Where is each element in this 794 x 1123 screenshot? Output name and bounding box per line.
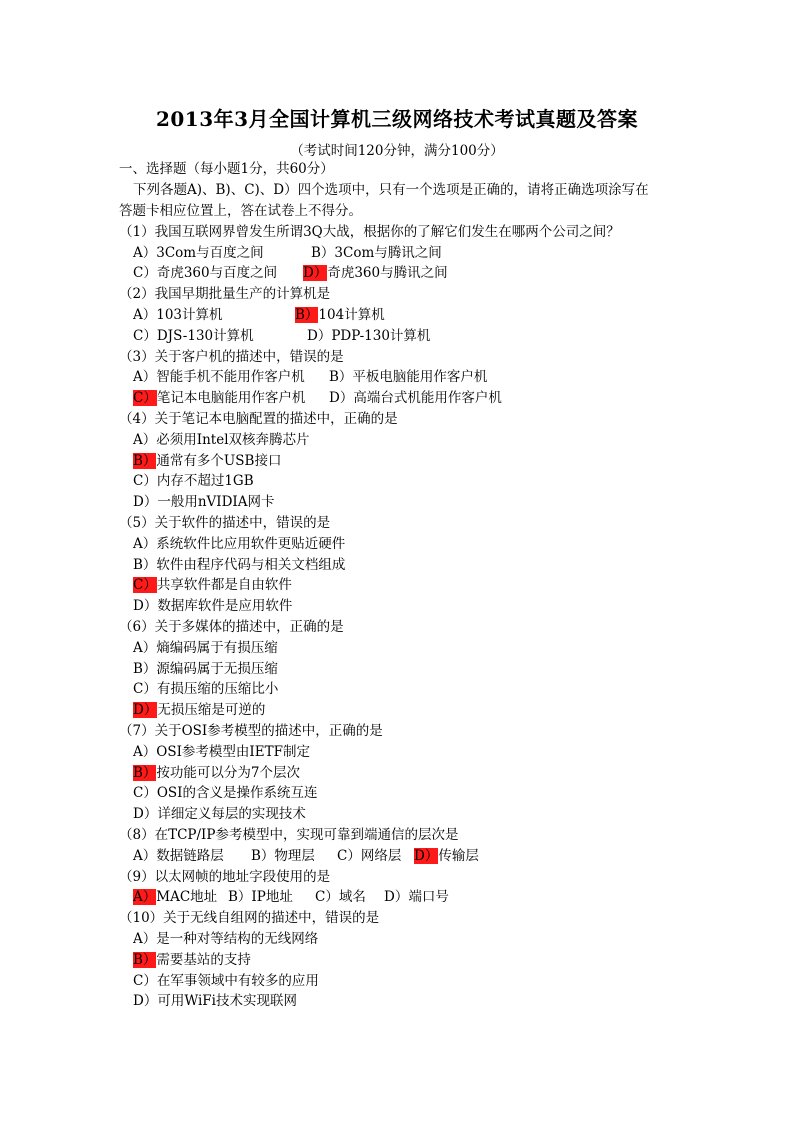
option-d-answer (303, 264, 448, 282)
option-text: 共享软件都是自由软件 (156, 577, 292, 593)
option-d: D）数据库软件是应用软件 (133, 598, 293, 614)
page-title: 2013年3月全国计算机三级网络技术考试真题及答案 (155, 107, 639, 131)
question-stem: （5）关于软件的描述中，错误的是 (119, 515, 331, 531)
option-b: B）物理层 (251, 848, 315, 864)
question-stem: （1）我国互联网界曾发生所谓3Q大战，根据你的了解它们发生在哪两个公司之间？ (119, 224, 620, 240)
option-c: C）网络层 (337, 848, 402, 864)
question-stem: （7）关于OSI参考模型的描述中，正确的是 (119, 723, 383, 739)
answer-highlight: C） (133, 390, 157, 406)
option-c-answer (133, 389, 305, 407)
question-stem: （6）关于多媒体的描述中，正确的是 (119, 619, 344, 635)
answer-highlight: B） (133, 952, 157, 968)
option-c: C）DJS-130计算机 (133, 328, 254, 344)
answer-highlight: B） (295, 307, 319, 323)
question-stem: （2）我国早期批量生产的计算机是 (119, 286, 331, 302)
option-text: 笔记本电脑能用作客户机 (156, 390, 306, 406)
option-d: D）PDP-130计算机 (307, 328, 431, 344)
option-a: A）系统软件比应用软件更贴近硬件 (133, 536, 346, 552)
option-b-answer (133, 951, 251, 969)
option-text: 104计算机 (318, 307, 385, 323)
answer-highlight: D） (303, 265, 328, 281)
option-b: B）源编码属于无损压缩 (133, 661, 278, 677)
option-text: 需要基站的支持 (156, 952, 251, 968)
answer-highlight: B） (133, 453, 157, 469)
option-d: D）可用WiFi技术实现联网 (133, 993, 297, 1009)
question-stem: （9）以太网帧的地址字段使用的是 (119, 869, 331, 885)
question-stem: （10）关于无线自组网的描述中，错误的是 (119, 910, 380, 926)
answer-highlight: A） (133, 889, 157, 905)
option-b: B）3Com与腾讯之间 (311, 245, 442, 261)
option-text: 传输层 (438, 848, 479, 864)
instructions-line-2: 答题卡相应位置上，答在试卷上不得分。 (119, 203, 362, 219)
option-b-answer (133, 764, 300, 782)
option-a: A）是一种对等结构的无线网络 (133, 931, 319, 947)
option-c: C）在军事领域中有较多的应用 (133, 973, 319, 989)
option-a: A）熵编码属于有损压缩 (133, 640, 278, 656)
option-d: D）端口号 (384, 889, 449, 905)
question-stem: （8）在TCP/IP参考模型中，实现可靠到端通信的层次是 (119, 827, 459, 843)
option-a: A）3Com与百度之间 (133, 245, 264, 261)
answer-highlight: D） (133, 702, 158, 718)
option-text: 通常有多个USB接口 (156, 453, 282, 469)
option-c-answer (133, 576, 292, 594)
option-d: D）高端台式机能用作客户机 (329, 390, 502, 406)
option-b: B）IP地址 (228, 889, 293, 905)
option-b: B）平板电脑能用作客户机 (329, 369, 488, 385)
option-a-answer (133, 888, 217, 906)
option-a: A）必须用Intel双核奔腾芯片 (133, 432, 310, 448)
option-c: C）有损压缩的压缩比小 (133, 681, 279, 697)
section-heading: 一、选择题（每小题1分，共60分） (119, 161, 334, 177)
question-stem: （4）关于笔记本电脑配置的描述中，正确的是 (119, 411, 398, 427)
option-b-answer (295, 306, 385, 324)
question-stem: （3）关于客户机的描述中，错误的是 (119, 349, 344, 365)
option-b-answer (133, 452, 281, 470)
option-c: C）奇虎360与百度之间 (133, 265, 278, 281)
option-a: A）103计算机 (133, 307, 223, 323)
option-text: 按功能可以分为7个层次 (156, 765, 301, 781)
answer-highlight: C） (133, 577, 157, 593)
option-a: A）智能手机不能用作客户机 (133, 369, 305, 385)
option-a: A）OSI参考模型由IETF制定 (133, 744, 310, 760)
answer-highlight: B） (133, 765, 157, 781)
option-a: A）数据链路层 (133, 848, 224, 864)
option-c: C）域名 (315, 889, 366, 905)
option-b: B）软件由程序代码与相关文档组成 (133, 557, 346, 573)
option-text: 无损压缩是可逆的 (157, 702, 266, 718)
option-text: 奇虎360与腾讯之间 (327, 265, 448, 281)
option-d: D）一般用nVIDIA网卡 (133, 494, 275, 510)
page-subtitle: （考试时间120分钟，满分100分） (290, 143, 504, 159)
option-d-answer (133, 701, 265, 719)
option-c: C）OSI的含义是操作系统互连 (133, 785, 318, 801)
option-c: C）内存不超过1GB (133, 473, 254, 489)
instructions-line-1: 下列各题A)、B)、C)、D）四个选项中，只有一个选项是正确的，请将正确选项涂写在 (133, 182, 649, 198)
option-d-answer (414, 847, 479, 865)
option-d: D）详细定义每层的实现技术 (133, 806, 306, 822)
answer-highlight: D） (414, 848, 439, 864)
option-text: MAC地址 (156, 889, 218, 905)
